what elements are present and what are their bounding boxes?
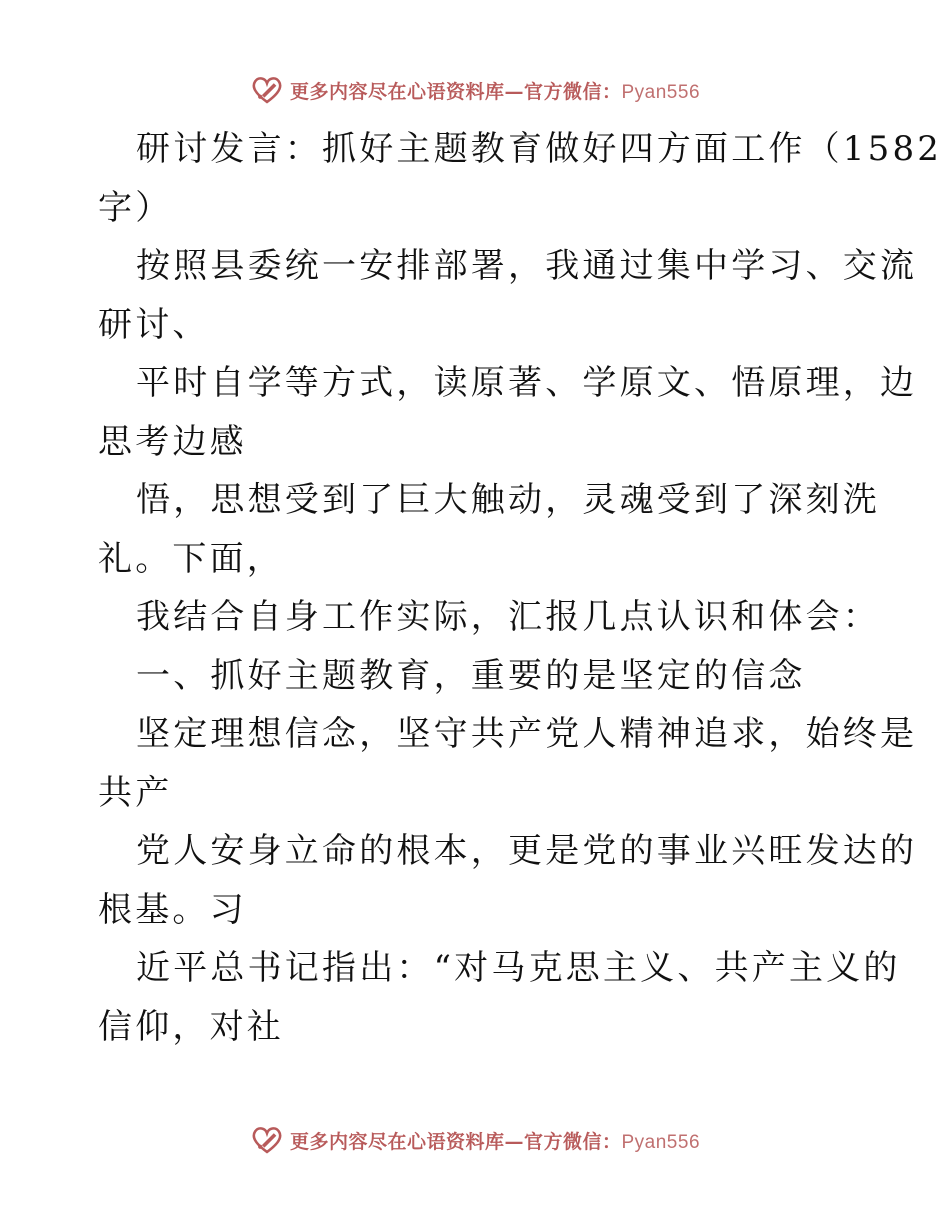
heart-pen-logo-icon: [250, 73, 284, 107]
heart-pen-logo-icon: [250, 1123, 284, 1157]
text-line: 共产: [98, 772, 173, 813]
text-line: 一、抓好主题教育，重要的是坚定的信念: [136, 655, 806, 696]
text-line: 思考边感: [98, 421, 247, 462]
text-line: 平时自学等方式，读原著、学原文、悟原理，边: [136, 363, 918, 403]
text-line: 悟，思想受到了巨大触动，灵魂受到了深刻洗: [136, 480, 880, 520]
text-line: 我结合自身工作实际，汇报几点认识和体会：: [136, 597, 880, 637]
text-line: 信仰，对社: [98, 1006, 284, 1047]
text-line: 近平总书记指出：“对马克思主义、共产主义的: [136, 948, 901, 988]
text-line: 礼。下面，: [98, 538, 284, 579]
document-body: [98, 120, 943, 1056]
text-line: 党人安身立命的根本，更是党的事业兴旺发达的: [136, 831, 918, 871]
watermark-text: 更多内容尽在心语资料库—官方微信：Pyan556: [289, 1130, 701, 1153]
text-line: 研讨发言：抓好主题教育做好四方面工作（1582: [136, 129, 943, 169]
text-line: 根基。习: [98, 889, 247, 930]
footer-watermark: [0, 1120, 950, 1160]
text-line: 字）: [98, 187, 173, 228]
watermark-text: 更多内容尽在心语资料库—官方微信：Pyan556: [289, 80, 701, 103]
text-line: 坚定理想信念，坚守共产党人精神追求，始终是: [136, 714, 918, 754]
text-line: 按照县委统一安排部署，我通过集中学习、交流: [136, 246, 918, 286]
header-watermark: [0, 70, 950, 110]
text-line: 研讨、: [98, 304, 210, 345]
